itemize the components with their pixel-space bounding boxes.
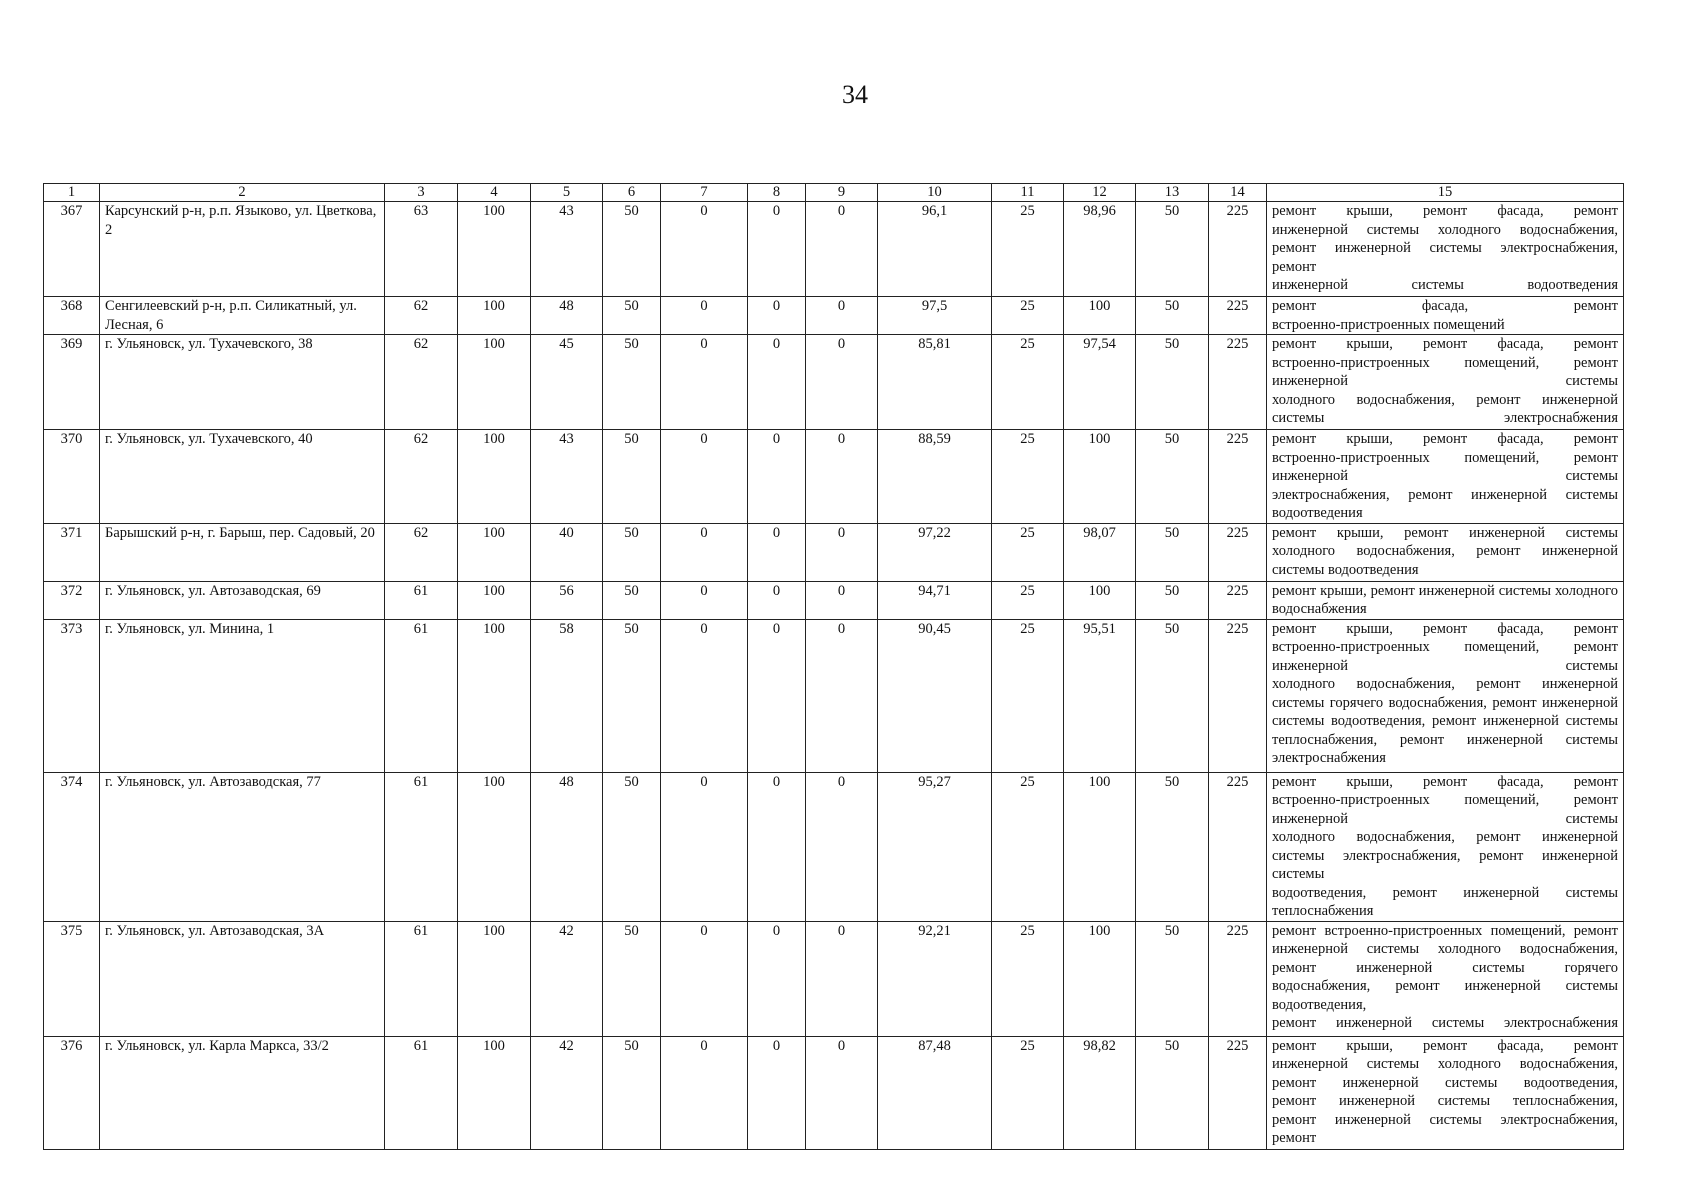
works-line: ремонт крыши, ремонт фасада, ремонт — [1272, 773, 1618, 790]
value-cell-col5: 43 — [531, 430, 603, 524]
works-line: ремонт встроенно-пристроенных помещений, ремонт — [1272, 922, 1618, 939]
value-cell-col9: 0 — [806, 335, 878, 430]
buildings-table — [43, 183, 1624, 1150]
table-row — [44, 581, 1624, 619]
value-cell-col8: 0 — [748, 202, 806, 297]
works-line: системы водоотведения, ремонт инженерной системы — [1272, 713, 1618, 729]
value-cell-col7: 0 — [661, 1036, 748, 1149]
row-number: 372 — [44, 581, 100, 619]
works-line: электроснабжения — [1272, 750, 1386, 766]
value-cell-col10: 90,45 — [878, 619, 992, 772]
value-cell-col5: 40 — [531, 523, 603, 581]
value-cell-col9: 0 — [806, 430, 878, 524]
column-header-2: 2 — [100, 184, 385, 202]
value-cell-col3: 62 — [385, 297, 458, 335]
works-line: встроенно-пристроенных помещений, ремонт инженерной системы — [1272, 639, 1618, 674]
value-cell-col3: 62 — [385, 335, 458, 430]
value-cell-col13: 50 — [1136, 430, 1209, 524]
row-number: 371 — [44, 523, 100, 581]
works-line: ремонт крыши, ремонт фасада, ремонт — [1272, 431, 1618, 447]
works-line: инженерной системы холодного водоснабжения, — [1272, 221, 1618, 238]
works-cell — [1267, 523, 1624, 581]
column-header-8: 8 — [748, 184, 806, 202]
works-line: встроенно-пристроенных помещений, ремонт инженерной системы — [1272, 792, 1618, 827]
works-line: ремонт крыши, ремонт фасада, ремонт — [1272, 1037, 1618, 1054]
column-header-3: 3 — [385, 184, 458, 202]
value-cell-col9: 0 — [806, 523, 878, 581]
works-line: ремонт — [1272, 1130, 1317, 1146]
value-cell-col7: 0 — [661, 772, 748, 921]
works-line: водоотведения, ремонт инженерной системы — [1272, 884, 1618, 901]
table-row — [44, 921, 1624, 1036]
value-cell-col12: 98,07 — [1064, 523, 1136, 581]
value-cell-col11: 25 — [992, 523, 1064, 581]
works-line: ремонт крыши, ремонт инженерной системы — [1272, 524, 1618, 541]
value-cell-col11: 25 — [992, 619, 1064, 772]
value-cell-col4: 100 — [458, 297, 531, 335]
works-line: холодного водоснабжения, ремонт инженерной — [1272, 543, 1618, 559]
value-cell-col11: 25 — [992, 1036, 1064, 1149]
value-cell-col8: 0 — [748, 921, 806, 1036]
table-row — [44, 202, 1624, 297]
column-header-5: 5 — [531, 184, 603, 202]
column-header-15: 15 — [1267, 184, 1624, 202]
works-line: водоснабжения, ремонт инженерной системы водоотведения, — [1272, 978, 1618, 1013]
value-cell-col10: 92,21 — [878, 921, 992, 1036]
value-cell-col14: 225 — [1209, 523, 1267, 581]
value-cell-col14: 225 — [1209, 581, 1267, 619]
works-line: системы электроснабжения — [1272, 410, 1618, 426]
works-cell — [1267, 430, 1624, 524]
value-cell-col10: 85,81 — [878, 335, 992, 430]
value-cell-col7: 0 — [661, 297, 748, 335]
works-line: ремонт крыши, ремонт фасада, ремонт — [1272, 203, 1618, 219]
address-cell: Карсунский р-н, р.п. Языково, ул. Цветкова, 2 — [100, 202, 385, 297]
value-cell-col4: 100 — [458, 772, 531, 921]
value-cell-col5: 45 — [531, 335, 603, 430]
value-cell-col4: 100 — [458, 335, 531, 430]
works-cell — [1267, 297, 1624, 335]
value-cell-col5: 48 — [531, 297, 603, 335]
works-cell — [1267, 202, 1624, 297]
value-cell-col8: 0 — [748, 619, 806, 772]
value-cell-col8: 0 — [748, 523, 806, 581]
works-line: ремонт крыши, ремонт фасада, ремонт — [1272, 336, 1618, 352]
value-cell-col6: 50 — [603, 430, 661, 524]
works-line: системы электроснабжения, ремонт инженерной системы — [1272, 847, 1618, 882]
works-line: ремонт инженерной системы водоотведения, — [1272, 1074, 1618, 1091]
value-cell-col14: 225 — [1209, 335, 1267, 430]
value-cell-col12: 98,82 — [1064, 1036, 1136, 1149]
value-cell-col10: 97,22 — [878, 523, 992, 581]
value-cell-col13: 50 — [1136, 523, 1209, 581]
works-cell — [1267, 772, 1624, 921]
value-cell-col7: 0 — [661, 581, 748, 619]
works-cell — [1267, 1036, 1624, 1149]
value-cell-col8: 0 — [748, 297, 806, 335]
value-cell-col5: 42 — [531, 1036, 603, 1149]
value-cell-col13: 50 — [1136, 619, 1209, 772]
address-cell: г. Ульяновск, ул. Минина, 1 — [100, 619, 385, 772]
works-line: холодного водоснабжения, ремонт инженерной — [1272, 676, 1618, 692]
page-number: 34 — [842, 80, 868, 109]
works-line: ремонт инженерной системы электроснабжения — [1272, 1015, 1618, 1031]
value-cell-col14: 225 — [1209, 430, 1267, 524]
value-cell-col10: 88,59 — [878, 430, 992, 524]
works-line: ремонт инженерной системы электроснабжения, — [1272, 1111, 1618, 1128]
value-cell-col4: 100 — [458, 619, 531, 772]
value-cell-col14: 225 — [1209, 619, 1267, 772]
works-line: инженерной системы холодного водоснабжения, — [1272, 1056, 1618, 1072]
works-line: теплоснабжения — [1272, 903, 1374, 919]
works-cell — [1267, 921, 1624, 1036]
value-cell-col4: 100 — [458, 202, 531, 297]
address-cell: г. Ульяновск, ул. Автозаводская, 77 — [100, 772, 385, 921]
table-row — [44, 430, 1624, 524]
value-cell-col3: 61 — [385, 921, 458, 1036]
value-cell-col6: 50 — [603, 335, 661, 430]
works-line: инженерной системы холодного водоснабжения, — [1272, 941, 1618, 957]
value-cell-col12: 97,54 — [1064, 335, 1136, 430]
value-cell-col9: 0 — [806, 202, 878, 297]
value-cell-col9: 0 — [806, 581, 878, 619]
value-cell-col13: 50 — [1136, 1036, 1209, 1149]
works-line: встроенно-пристроенных помещений, ремонт инженерной системы — [1272, 354, 1618, 389]
table-row — [44, 297, 1624, 335]
value-cell-col8: 0 — [748, 430, 806, 524]
table-row — [44, 335, 1624, 430]
address-cell: г. Ульяновск, ул. Автозаводская, 3А — [100, 921, 385, 1036]
works-line: ремонт крыши, ремонт фасада, ремонт — [1272, 620, 1618, 637]
table-row — [44, 1036, 1624, 1149]
value-cell-col3: 61 — [385, 772, 458, 921]
column-header-1: 1 — [44, 184, 100, 202]
value-cell-col3: 62 — [385, 523, 458, 581]
address-cell: г. Ульяновск, ул. Карла Маркса, 33/2 — [100, 1036, 385, 1149]
value-cell-col4: 100 — [458, 581, 531, 619]
value-cell-col3: 63 — [385, 202, 458, 297]
value-cell-col5: 58 — [531, 619, 603, 772]
value-cell-col10: 87,48 — [878, 1036, 992, 1149]
column-header-7: 7 — [661, 184, 748, 202]
value-cell-col8: 0 — [748, 1036, 806, 1149]
row-number: 375 — [44, 921, 100, 1036]
column-header-10: 10 — [878, 184, 992, 202]
row-number: 369 — [44, 335, 100, 430]
value-cell-col14: 225 — [1209, 772, 1267, 921]
value-cell-col3: 61 — [385, 581, 458, 619]
works-line: инженерной системы водоотведения — [1272, 277, 1618, 293]
value-cell-col13: 50 — [1136, 921, 1209, 1036]
value-cell-col9: 0 — [806, 1036, 878, 1149]
works-line: водоотведения — [1272, 505, 1363, 521]
works-line: системы горячего водоснабжения, ремонт инженерной — [1272, 694, 1618, 711]
value-cell-col5: 43 — [531, 202, 603, 297]
row-number: 373 — [44, 619, 100, 772]
works-line: ремонт инженерной системы теплоснабжения, — [1272, 1093, 1618, 1109]
table-header-row — [44, 184, 1624, 202]
value-cell-col7: 0 — [661, 921, 748, 1036]
row-number: 374 — [44, 772, 100, 921]
value-cell-col9: 0 — [806, 772, 878, 921]
value-cell-col9: 0 — [806, 921, 878, 1036]
value-cell-col4: 100 — [458, 1036, 531, 1149]
address-cell: г. Ульяновск, ул. Тухачевского, 40 — [100, 430, 385, 524]
address-cell: Сенгилеевский р-н, р.п. Силикатный, ул. Лесная, 6 — [100, 297, 385, 335]
column-header-11: 11 — [992, 184, 1064, 202]
value-cell-col4: 100 — [458, 921, 531, 1036]
value-cell-col13: 50 — [1136, 581, 1209, 619]
value-cell-col6: 50 — [603, 921, 661, 1036]
value-cell-col10: 95,27 — [878, 772, 992, 921]
column-header-12: 12 — [1064, 184, 1136, 202]
works-line: ремонт фасада, ремонт — [1272, 298, 1618, 314]
value-cell-col5: 42 — [531, 921, 603, 1036]
works-cell — [1267, 581, 1624, 619]
row-number: 368 — [44, 297, 100, 335]
value-cell-col13: 50 — [1136, 772, 1209, 921]
value-cell-col4: 100 — [458, 523, 531, 581]
value-cell-col3: 61 — [385, 1036, 458, 1149]
value-cell-col13: 50 — [1136, 335, 1209, 430]
value-cell-col10: 94,71 — [878, 581, 992, 619]
row-number: 367 — [44, 202, 100, 297]
value-cell-col7: 0 — [661, 202, 748, 297]
value-cell-col8: 0 — [748, 581, 806, 619]
value-cell-col12: 100 — [1064, 297, 1136, 335]
value-cell-col7: 0 — [661, 619, 748, 772]
works-line: теплоснабжения, ремонт инженерной системы — [1272, 731, 1618, 748]
value-cell-col7: 0 — [661, 430, 748, 524]
value-cell-col10: 97,5 — [878, 297, 992, 335]
value-cell-col12: 95,51 — [1064, 619, 1136, 772]
table-row — [44, 619, 1624, 772]
value-cell-col8: 0 — [748, 772, 806, 921]
works-line: встроенно-пристроенных помещений, ремонт инженерной системы — [1272, 449, 1618, 484]
works-line: холодного водоснабжения, ремонт инженерной — [1272, 391, 1618, 408]
value-cell-col5: 48 — [531, 772, 603, 921]
value-cell-col7: 0 — [661, 523, 748, 581]
value-cell-col12: 100 — [1064, 772, 1136, 921]
value-cell-col13: 50 — [1136, 202, 1209, 297]
address-cell: Барышский р-н, г. Барыш, пер. Садовый, 20 — [100, 523, 385, 581]
value-cell-col4: 100 — [458, 430, 531, 524]
works-cell — [1267, 335, 1624, 430]
value-cell-col12: 100 — [1064, 430, 1136, 524]
value-cell-col9: 0 — [806, 297, 878, 335]
value-cell-col11: 25 — [992, 335, 1064, 430]
value-cell-col6: 50 — [603, 297, 661, 335]
address-cell: г. Ульяновск, ул. Автозаводская, 69 — [100, 581, 385, 619]
value-cell-col5: 56 — [531, 581, 603, 619]
column-header-4: 4 — [458, 184, 531, 202]
table-row — [44, 772, 1624, 921]
value-cell-col6: 50 — [603, 581, 661, 619]
works-line: ремонт инженерной системы электроснабжения, ремонт — [1272, 240, 1618, 275]
works-line: электроснабжения, ремонт инженерной системы — [1272, 486, 1618, 503]
value-cell-col12: 100 — [1064, 581, 1136, 619]
value-cell-col6: 50 — [603, 1036, 661, 1149]
works-line: ремонт крыши, ремонт инженерной системы холодного — [1272, 582, 1618, 599]
value-cell-col9: 0 — [806, 619, 878, 772]
works-cell — [1267, 619, 1624, 772]
works-line: системы водоотведения — [1272, 561, 1419, 578]
value-cell-col6: 50 — [603, 202, 661, 297]
row-number: 376 — [44, 1036, 100, 1149]
value-cell-col6: 50 — [603, 523, 661, 581]
value-cell-col6: 50 — [603, 619, 661, 772]
value-cell-col14: 225 — [1209, 1036, 1267, 1149]
value-cell-col11: 25 — [992, 202, 1064, 297]
value-cell-col11: 25 — [992, 772, 1064, 921]
column-header-6: 6 — [603, 184, 661, 202]
works-line: ремонт инженерной системы горячего — [1272, 959, 1618, 976]
value-cell-col14: 225 — [1209, 202, 1267, 297]
value-cell-col10: 96,1 — [878, 202, 992, 297]
table-row — [44, 523, 1624, 581]
value-cell-col6: 50 — [603, 772, 661, 921]
works-line: холодного водоснабжения, ремонт инженерной — [1272, 829, 1618, 845]
value-cell-col11: 25 — [992, 581, 1064, 619]
value-cell-col13: 50 — [1136, 297, 1209, 335]
value-cell-col3: 62 — [385, 430, 458, 524]
value-cell-col14: 225 — [1209, 921, 1267, 1036]
column-header-9: 9 — [806, 184, 878, 202]
value-cell-col8: 0 — [748, 335, 806, 430]
value-cell-col7: 0 — [661, 335, 748, 430]
value-cell-col11: 25 — [992, 297, 1064, 335]
value-cell-col11: 25 — [992, 921, 1064, 1036]
row-number: 370 — [44, 430, 100, 524]
column-header-13: 13 — [1136, 184, 1209, 202]
value-cell-col12: 98,96 — [1064, 202, 1136, 297]
value-cell-col3: 61 — [385, 619, 458, 772]
address-cell: г. Ульяновск, ул. Тухачевского, 38 — [100, 335, 385, 430]
works-line: встроенно-пристроенных помещений — [1272, 316, 1505, 333]
value-cell-col12: 100 — [1064, 921, 1136, 1036]
column-header-14: 14 — [1209, 184, 1267, 202]
value-cell-col11: 25 — [992, 430, 1064, 524]
works-line: водоснабжения — [1272, 601, 1367, 617]
value-cell-col14: 225 — [1209, 297, 1267, 335]
